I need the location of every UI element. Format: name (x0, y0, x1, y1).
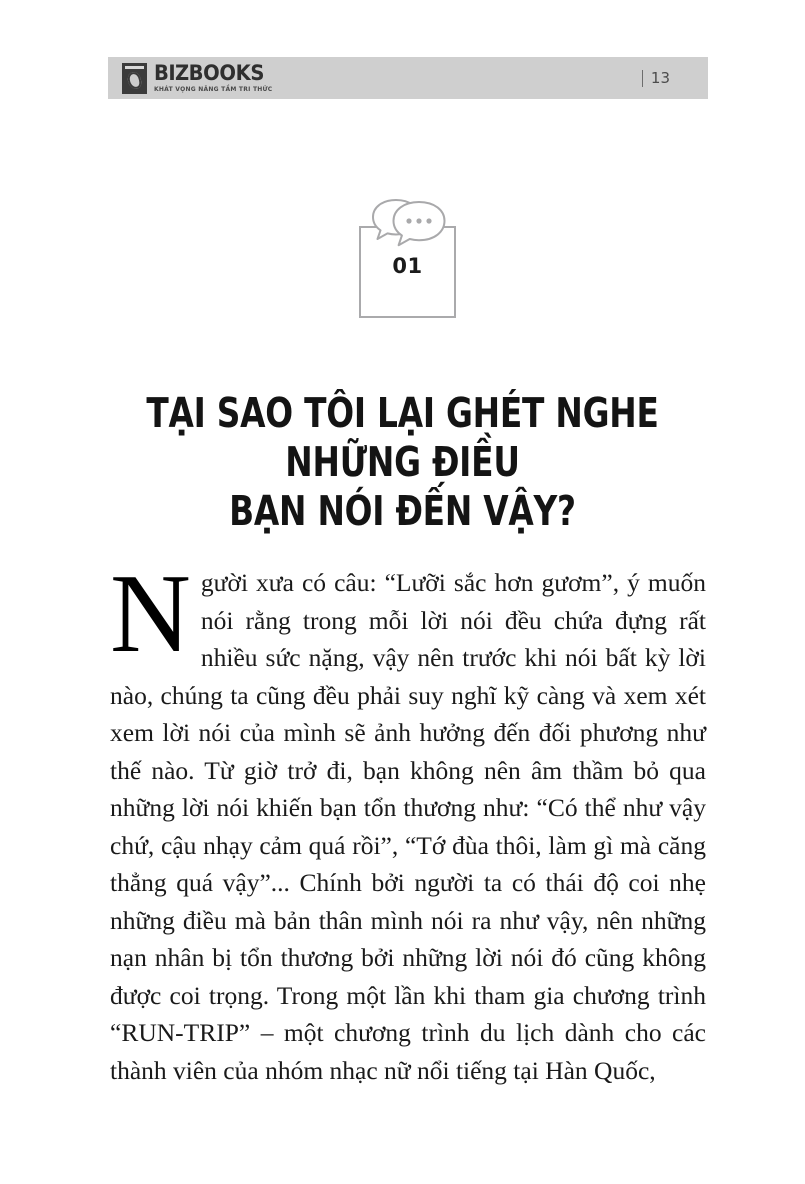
brand-name-biz: BIZ (154, 60, 189, 85)
chapter-title-line-2: BẠN NÓI ĐẾN VẬY? (229, 487, 576, 536)
page-folio (642, 69, 670, 87)
body-paragraph (110, 552, 706, 1089)
brand-name (154, 60, 268, 85)
brand-name-books: BOOKS (188, 60, 265, 85)
folio-divider (642, 70, 643, 87)
page-number: 13 (650, 69, 670, 87)
chapter-title-line-1: TẠI SAO TÔI LẠI GHÉT NGHE NHỮNG ĐIỀU (146, 389, 659, 487)
publisher-logo (122, 60, 276, 94)
chapter-title (60, 389, 745, 536)
chapter-number: 01 (392, 254, 423, 278)
chapter-number-badge (359, 226, 456, 318)
page-header-band (108, 57, 708, 99)
bizbooks-book-icon (122, 63, 147, 94)
brand-tagline: KHÁT VỌNG NÂNG TẦM TRI THỨC (154, 85, 273, 93)
brand-text-group (154, 60, 276, 93)
speech-bubbles-icon (365, 196, 451, 250)
drop-cap: N (110, 552, 191, 676)
body-text: gười xưa có câu: “Lưỡi sắc hơn gươm”, ý muốn nói rằng trong mỗi lời nói đều chứa đựng rất nhiều sức nặng, vậy nên trước khi nói bất kỳ lời nào, chúng ta cũng đều phải suy nghĩ kỹ càng và xem xét xem lời nói của mình sẽ ảnh hưởng đến đối phương như thế nào. Từ giờ trở đi, bạn không nên âm thầm bỏ qua những lời nói khiến bạn tổn thương như: “Có thể như vậy chứ, cậu nhạy cảm quá rồi”, “Tớ đùa thôi, làm gì mà căng thẳng quá vậy”... Chính bởi người ta có thái độ coi nhẹ những điều mà bản thân mình nói ra như vậy, nên những nạn nhân bị tổn thương bởi những lời nói đó cũng không được coi trọng. Trong một lần khi tham gia chương trình “RUN-TRIP” – một chương trình du lịch dành cho các thành viên của nhóm nhạc nữ nổi tiếng tại Hàn Quốc, (110, 568, 706, 1085)
